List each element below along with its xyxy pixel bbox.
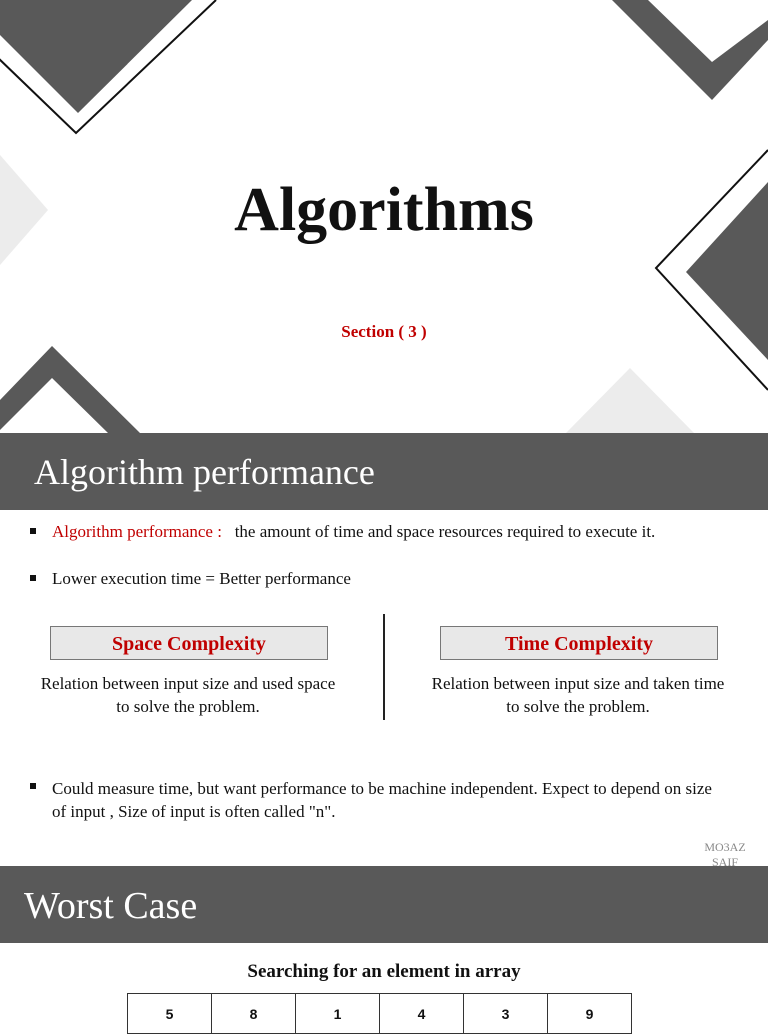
bullet-square-icon [30, 528, 36, 534]
bullet-square-icon [30, 575, 36, 581]
array-cell: 3 [464, 994, 548, 1034]
space-complexity-description: Relation between input size and used space to solve the problem. [40, 674, 336, 716]
array-caption: Searching for an element in array [247, 961, 521, 982]
deco-chevron-bottom-left [0, 346, 140, 433]
deco-diamond-top-left [0, 0, 192, 113]
section-title: Worst Case [24, 885, 198, 927]
array-cell: 8 [212, 994, 296, 1034]
bullet-execution-time [30, 569, 730, 593]
space-complexity-box: Space Complexity [50, 626, 328, 660]
bullet-text: Lower execution time = Better performance [52, 569, 351, 588]
title-slide [0, 0, 768, 433]
definition-term: Algorithm performance : [52, 522, 222, 541]
vertical-divider [383, 614, 385, 720]
definition-text: the amount of time and space resources required to execute it. [234, 522, 656, 541]
time-complexity-description: Relation between input size and taken time to solve the problem. [431, 674, 725, 716]
author-watermark: MO3AZ SAIF [704, 840, 746, 866]
section-title: Algorithm performance [34, 452, 375, 492]
deco-light-bottom-right [566, 368, 694, 433]
time-complexity-box: Time Complexity [440, 626, 718, 660]
slide-title: Algorithms [234, 176, 534, 244]
array-cell: 1 [296, 994, 380, 1034]
bullet-definition [30, 522, 760, 546]
array-cell: 5 [128, 994, 212, 1034]
bullet-machine-independent [30, 777, 730, 825]
table-row [128, 994, 632, 1034]
array-cell: 9 [548, 994, 632, 1034]
bullet-text: Could measure time, but want performance to be machine independent. Expect to depend on size of input , Size of input is often called "n". [52, 779, 712, 821]
section-header-performance [0, 433, 768, 510]
slide-subtitle: Section ( 3 ) [341, 322, 427, 341]
array-table [127, 993, 632, 1034]
array-cell: 4 [380, 994, 464, 1034]
section-header-worst-case [0, 866, 768, 943]
bullet-square-icon [30, 783, 36, 789]
